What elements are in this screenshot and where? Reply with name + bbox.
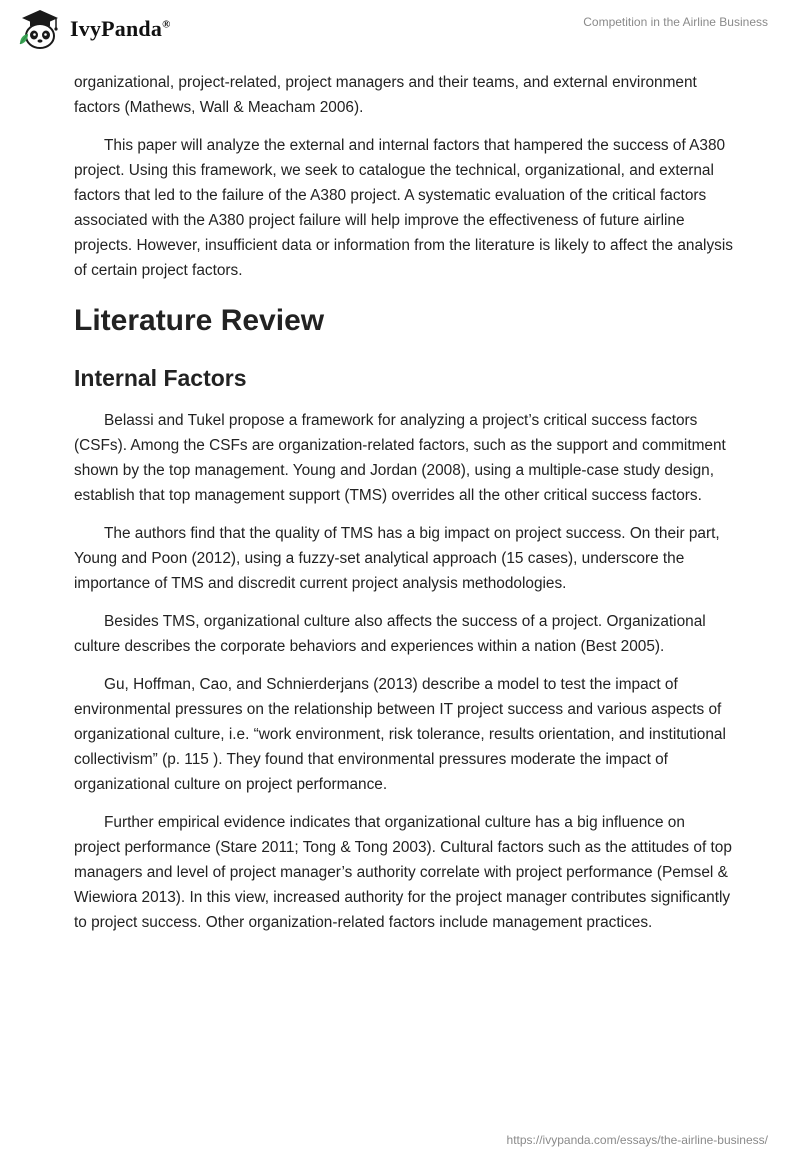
paragraph: Further empirical evidence indicates that organizational culture has a big influence on project performance (Stare 2011; Tong & Tong 2003). Cultural factors such as the attitudes of top managers and level of project manager’s authority correlate with project performance (Pemsel & Wiewiora 2013). In this view, increased authority for the project manager contributes significantly to project success. Other organization-related factors include management practices. xyxy=(74,814,732,931)
paragraph: Besides TMS, organizational culture also affects the success of a project. Organizational culture describes the corporate behaviors and experiences within a nation (Best 2005). xyxy=(74,613,706,655)
source-url[interactable]: https://ivypanda.com/essays/the-airline-business/ xyxy=(506,1133,768,1147)
paragraph: Gu, Hoffman, Cao, and Schnierderjans (2013) describe a model to test the impact of environmental pressures on the relationship between IT project success and various aspects of organizational culture, i.e. “work environment, risk tolerance, results orientation, and institutional collectivism” (p. 115 ). They found that environmental pressures moderate the impact of organizational culture on project performance. xyxy=(74,676,726,793)
panda-mascot-icon xyxy=(16,8,64,50)
paragraph: The authors find that the quality of TMS has a big impact on project success. On their part, Young and Poon (2012), using a fuzzy-set analytical approach (15 cases), underscore the importance of TMS and discredit current project analysis methodologies. xyxy=(74,525,720,592)
paragraph: Belassi and Tukel propose a framework for analyzing a project’s critical success factors (CSFs). Among the CSFs are organization-related factors, such as the support and commitment shown by the top management. Young and Jordan (2008), using a multiple-case study design, establish that top management support (TMS) overrides all the other critical success factors. xyxy=(74,412,726,504)
page-header xyxy=(0,0,800,70)
registered-mark: ® xyxy=(162,18,171,31)
essay-body xyxy=(74,70,734,948)
logo-text: IvyPanda® xyxy=(70,16,171,41)
document-title: Competition in the Airline Business xyxy=(583,15,768,29)
paragraph-intro: This paper will analyze the external and internal factors that hampered the success of A380 project. Using this framework, we seek to catalogue the technical, organizational, and external factors that led to the failure of the A380 project. A systematic evaluation of the critical factors associated with the A380 project failure will help improve the effectiveness of future airline projects. However, insufficient data or information from the literature is likely to affect the analysis of certain project factors. xyxy=(74,137,733,279)
ivypanda-logo[interactable] xyxy=(16,8,171,50)
section-heading: Literature Review xyxy=(74,304,325,337)
paragraph-continued: organizational, project-related, project managers and their teams, and external environment factors (Mathews, Wall & Meacham 2006). xyxy=(74,74,697,116)
subsection-heading: Internal Factors xyxy=(74,365,247,391)
